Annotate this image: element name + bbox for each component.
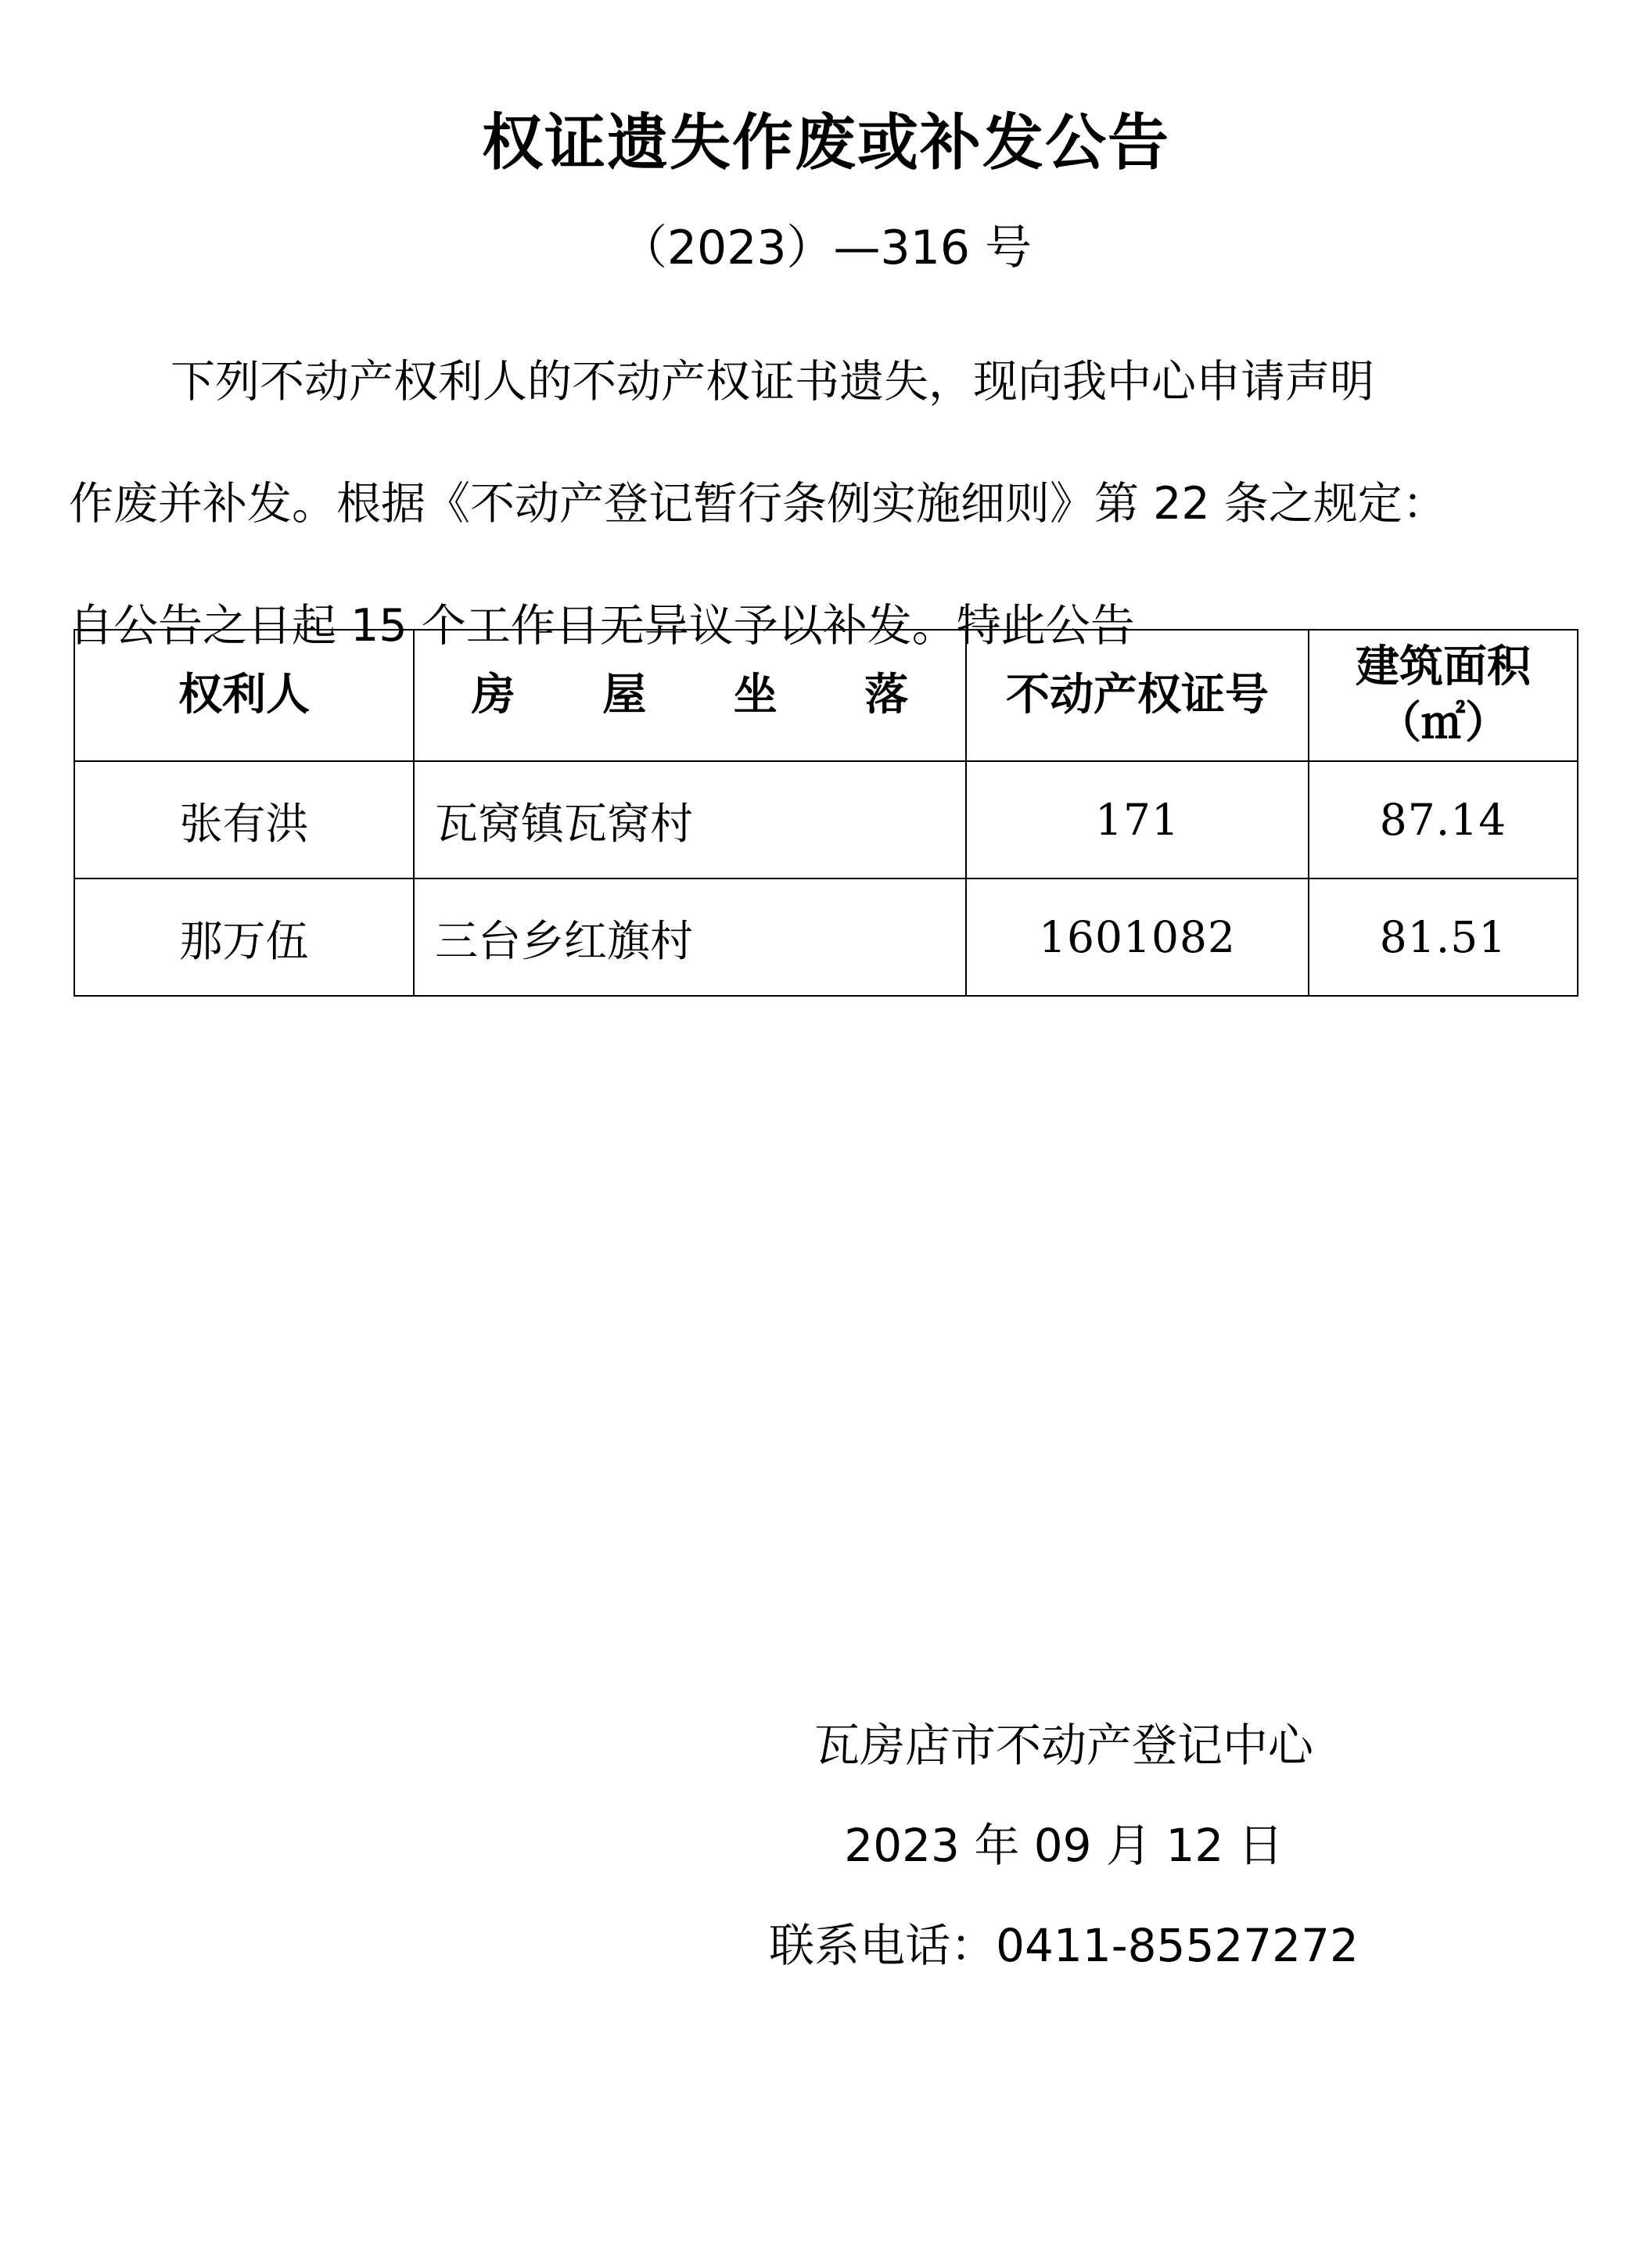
notice-title: 权证遗失作废或补发公告 [481, 108, 1170, 178]
header-cert-no: 不动产权证号 [966, 630, 1309, 761]
cell-area: 81.51 [1309, 878, 1578, 996]
cell-owner: 张有洪 [74, 761, 414, 878]
issue-date: 2023 年 09 月 12 日 [844, 1819, 1284, 1872]
header-area-label: 建筑面积 [1356, 641, 1531, 692]
header-area-unit: （㎡） [1377, 698, 1509, 749]
header-location [414, 630, 966, 761]
notice-number: （2023）—316 号 [620, 221, 1032, 275]
cell-cert-no: 1601082 [966, 878, 1309, 996]
cell-location: 瓦窝镇瓦窝村 [414, 761, 966, 878]
issuer-name: 瓦房店市不动产登记中心 [813, 1719, 1313, 1772]
table-header-row [74, 630, 1578, 761]
header-location-label: 房 屋 坐 落 [471, 670, 945, 720]
cell-location: 三台乡红旗村 [414, 878, 966, 996]
cell-cert-no: 171 [966, 761, 1309, 878]
body-line-3: 自公告之日起 15 个工作日无异议予以补发。特此公告 [69, 600, 1135, 652]
table-row [74, 761, 1578, 878]
body-line-1: 下列不动产权利人的不动产权证书遗失，现向我中心申请声明 [171, 356, 1374, 408]
body-line-2: 作废并补发。根据《不动产登记暂行条例实施细则》第 22 条之规定： [69, 478, 1447, 530]
lost-certificate-table [74, 629, 1578, 997]
header-owner: 权利人 [74, 630, 414, 761]
table-row [74, 878, 1578, 996]
header-area [1309, 630, 1578, 761]
contact-phone: 联系电话：0411-85527272 [769, 1919, 1359, 1972]
cell-area: 87.14 [1309, 761, 1578, 878]
cell-owner: 那万伍 [74, 878, 414, 996]
